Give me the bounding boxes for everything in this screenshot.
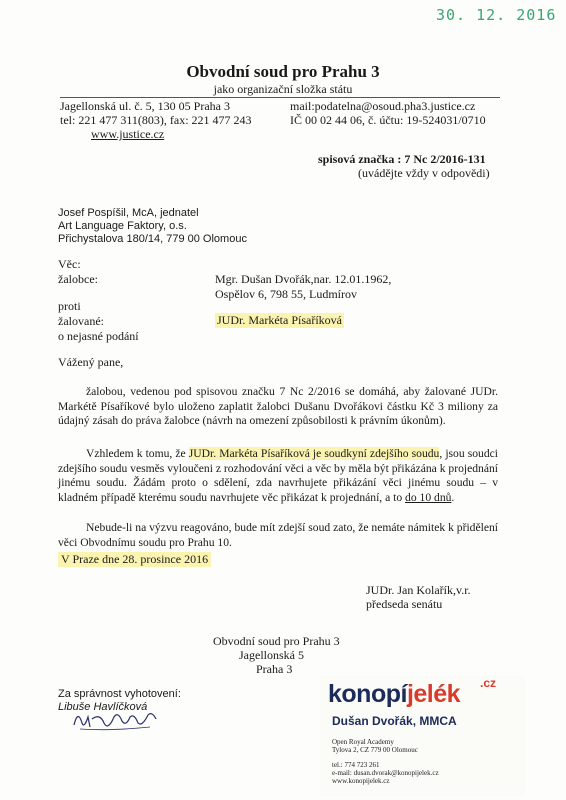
- logo-email: e-mail: dusan.dvorak@konopijelek.cz: [332, 769, 439, 777]
- konopijelek-card: [320, 676, 525, 796]
- case-reference: spisová značka : 7 Nc 2/2016-131: [318, 152, 486, 166]
- zalovane-label: žalované:: [58, 314, 104, 328]
- recipient-line-2: Art Language Faktory, o.s.: [58, 220, 187, 232]
- header-divider: [60, 97, 500, 98]
- zalobce-line-1: Mgr. Dušan Dvořák,nar. 12.01.1962,: [215, 272, 392, 286]
- konopijelek-logo: konopíjelék: [328, 680, 461, 708]
- handwritten-date: 30. 12. 2016: [436, 6, 557, 24]
- logo-web: www.konopijelek.cz: [332, 777, 390, 785]
- zalovane-name: JUDr. Markéta Písaříková: [217, 313, 342, 327]
- certification-name: Libuše Havlíčková: [58, 701, 148, 713]
- logo-tel: tel.: 774 723 261: [332, 761, 380, 769]
- court-subtitle: jako organizační složka státu: [213, 82, 353, 96]
- p2-highlight: JUDr. Markéta Písaříková je soudkyní zdejšího soudu: [188, 447, 440, 460]
- paragraph-1: žalobou, vedenou pod spisovou značku 7 Nc 2/2016 se domáhá, aby žalované JUDr. Markétě Písaříkové bylo uloženo zaplatit žalobci Dušanu Dvořákovi částku Kč 3 miliony za údajný zásah do práva žalobce (návrh na omezení způsobilosti k právním úkonům).: [58, 385, 498, 427]
- reference-note: (uvádějte vždy v odpovědi): [358, 166, 490, 180]
- recipient-line-1: Josef Pospíšil, McA, jednatel: [58, 207, 199, 219]
- paragraph-3: Nebude-li na výzvu reagováno, bude mít zdejší soud zato, že nemáte námitek k přidělení věci Obvodnímu soudu pro Prahu 10.: [58, 521, 498, 549]
- court-phone: tel: 221 477 311(803), fax: 221 477 243: [60, 113, 252, 127]
- date-line: V Praze dne 28. prosince 2016: [58, 552, 211, 567]
- p2-end: .: [451, 490, 455, 504]
- salutation: Vážený pane,: [58, 355, 124, 369]
- signature: [70, 705, 160, 733]
- recipient-line-3: Přichystalova 180/14, 779 00 Olomouc: [58, 233, 247, 245]
- p2-deadline: do 10 dnů: [405, 490, 452, 504]
- stamp-line-3: Praha 3: [256, 662, 293, 676]
- stamp-line-2: Jagellonská 5: [239, 648, 304, 662]
- zalobce-line-2: Ospělov 6, 798 55, Ludmírov: [215, 287, 357, 301]
- court-web[interactable]: www.justice.cz: [91, 127, 165, 141]
- p2-middle: , jsou soudci zdejšího soudu vesměs vyloučeni z rozhodování věci a věc by měla být přikázána k projednání jinému soudu. Žádám proto o sdělení, zda navrhujete přikázání věci jinému soudu – v kladném případě kterému soudu navrhujete věc přikázat k projednání, a to: [58, 447, 498, 504]
- podani-label: o nejasné podání: [58, 329, 139, 343]
- certification-label: Za správnost vyhotovení:: [58, 688, 181, 700]
- zalobce-label: žalobce:: [58, 272, 98, 286]
- logo-addr-2: Tylova 2, CZ 779 00 Olomouc: [332, 746, 418, 754]
- paragraph-2: [58, 447, 498, 505]
- logo-cz: .cz: [480, 676, 497, 690]
- court-address: Jagellonská ul. č. 5, 130 05 Praha 3: [60, 99, 230, 113]
- logo-addr-1: Open Royal Academy: [332, 738, 394, 746]
- court-ids: IČ 00 02 44 06, č. účtu: 19-524031/0710: [290, 113, 486, 127]
- proti-label: proti: [58, 299, 81, 313]
- signatory-name: JUDr. Jan Kolařík,v.r.: [366, 583, 471, 597]
- court-title: Obvodní soud pro Prahu 3: [186, 62, 380, 81]
- court-email[interactable]: mail:podatelna@osoud.pha3.justice.cz: [290, 99, 476, 113]
- stamp-line-1: Obvodní soud pro Prahu 3: [213, 634, 340, 648]
- p2-start: Vzhledem k tomu, že: [86, 447, 189, 460]
- vec-label: Věc:: [58, 257, 81, 271]
- signatory-role: předseda senátu: [366, 597, 443, 611]
- logo-person: Dušan Dvořák, MMCA: [332, 714, 457, 728]
